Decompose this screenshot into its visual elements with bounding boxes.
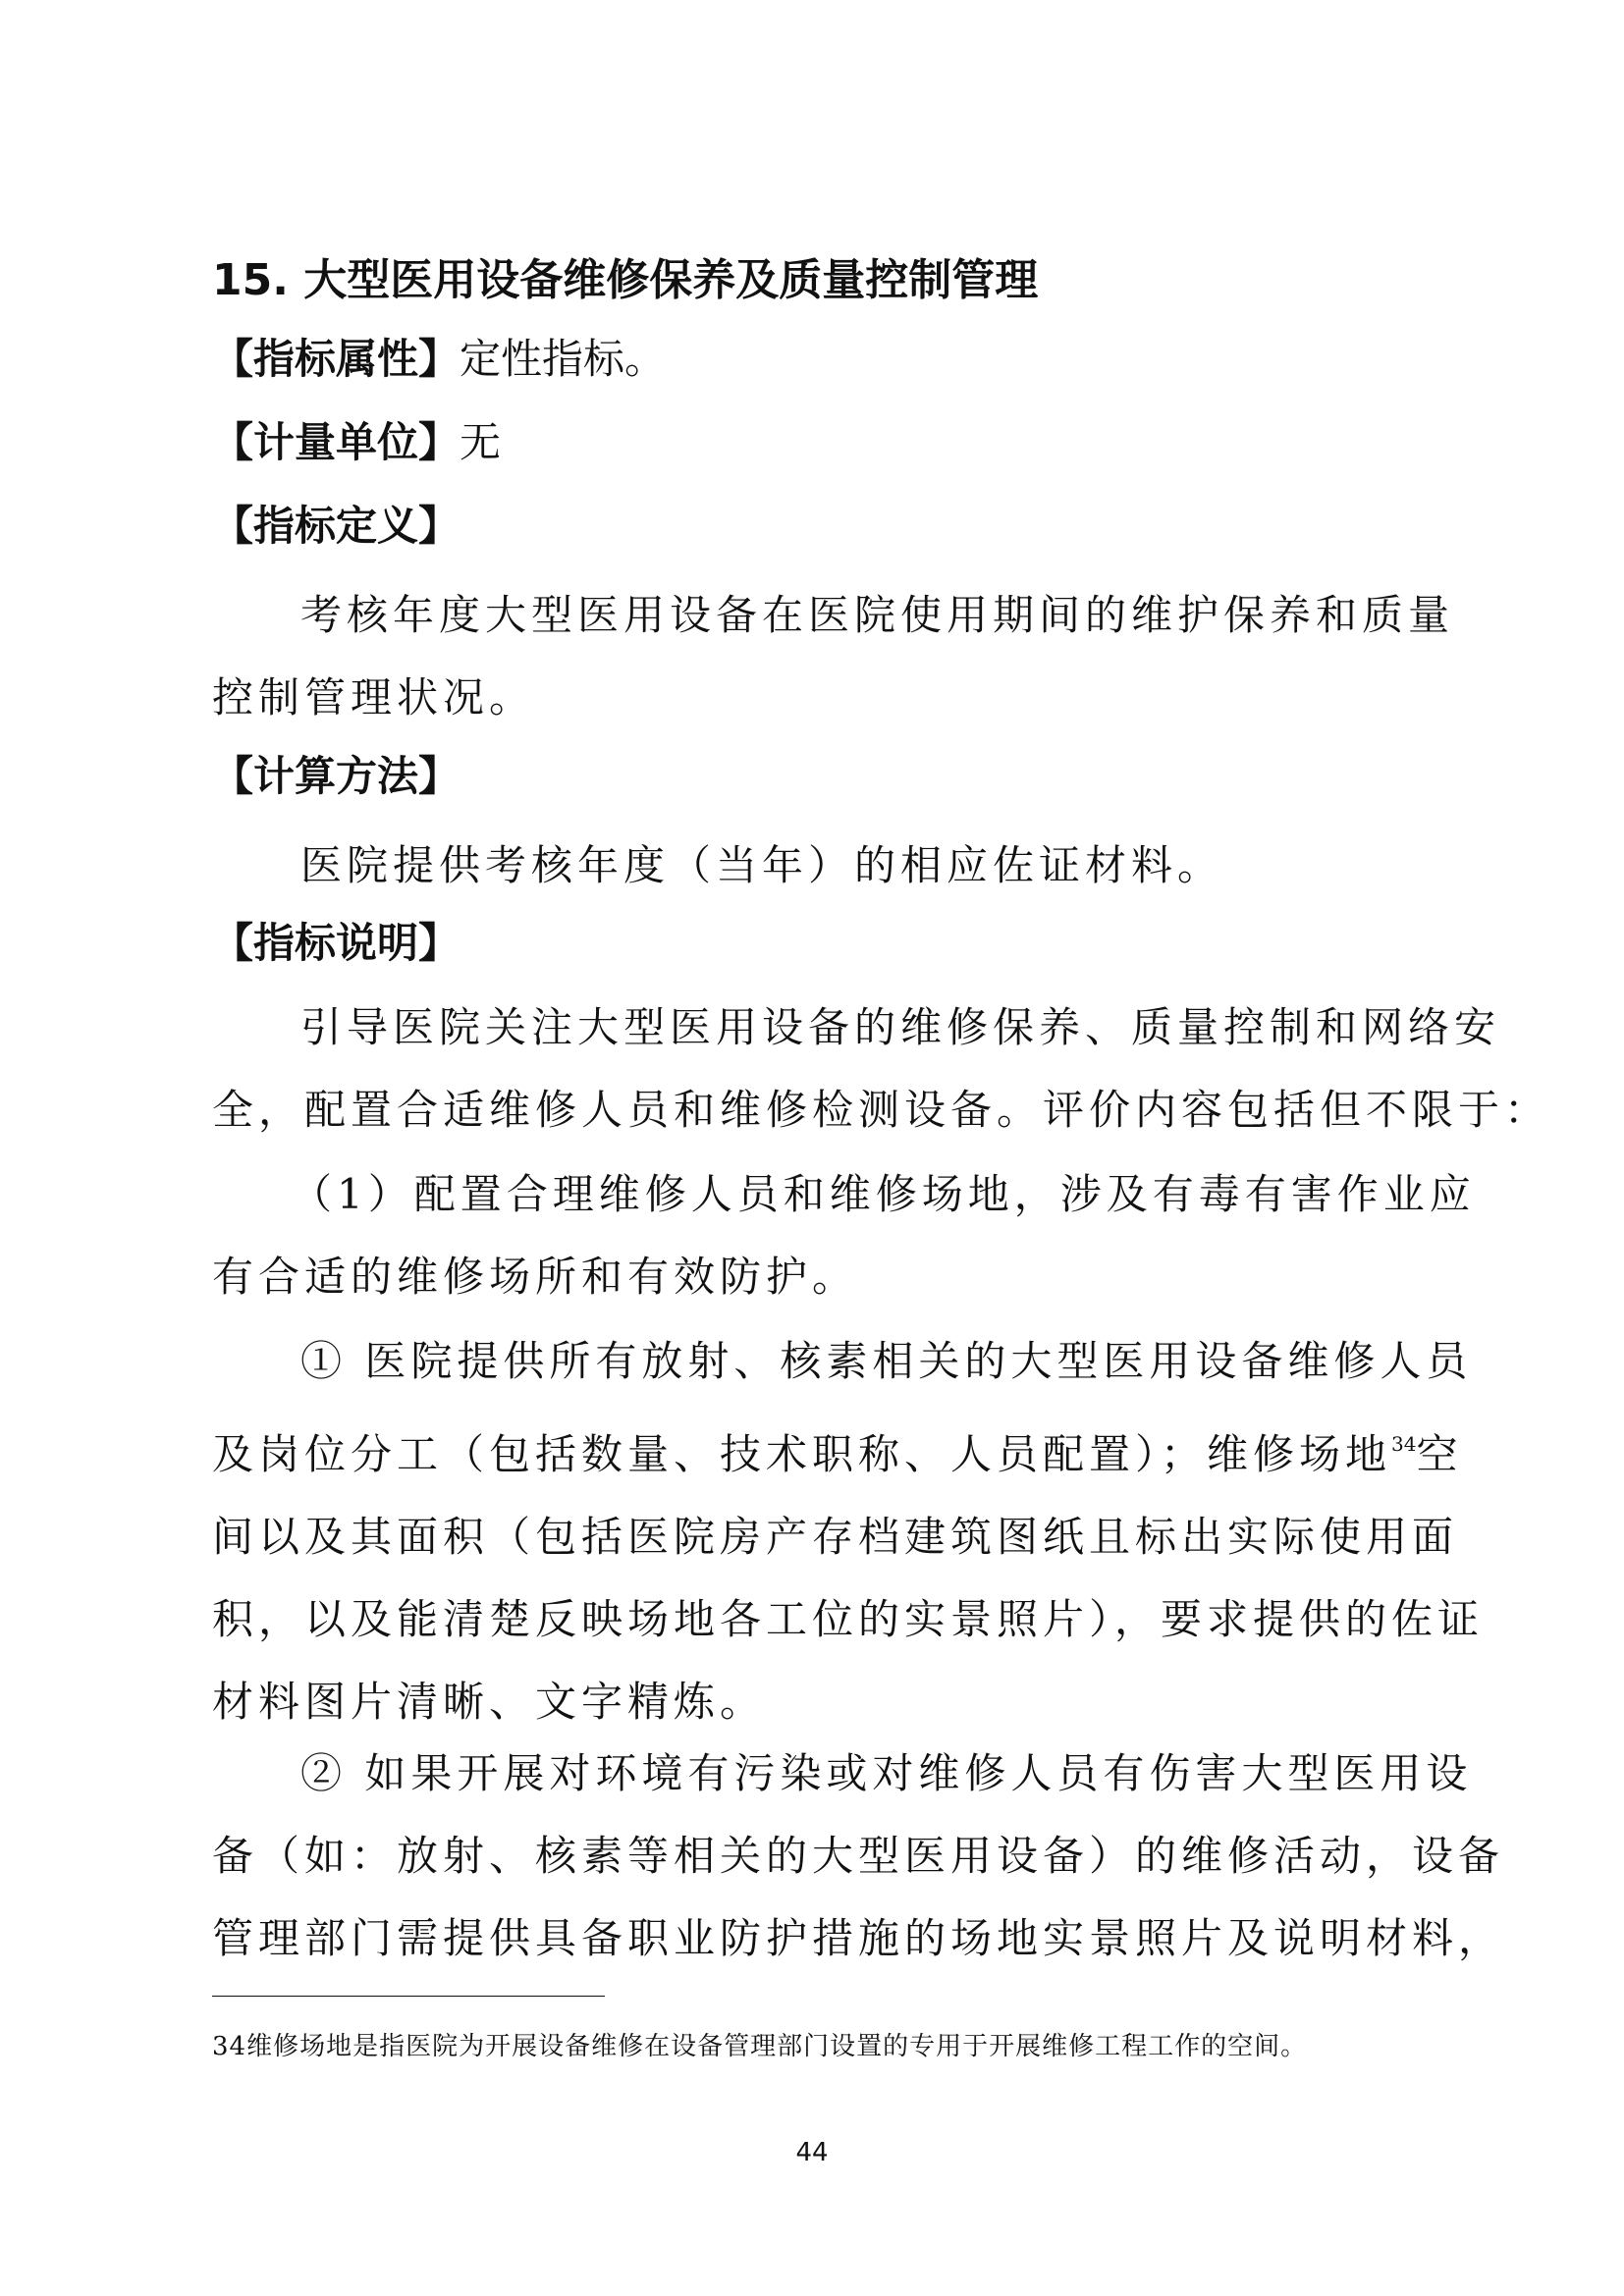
point-2-line-3: 管理部门需提供具备职业防护措施的场地实景照片及说明材料， bbox=[212, 1914, 1505, 1962]
calculation-paragraph bbox=[212, 825, 1420, 907]
point-2-paragraph bbox=[212, 1733, 1505, 1980]
footnote-reference: 34 bbox=[1391, 1432, 1417, 1456]
point-1-paragraph bbox=[212, 1320, 1485, 1743]
description-line-2: 全，配置合适维修人员和维修检测设备。评价内容包括但不限于： bbox=[212, 1086, 1551, 1134]
point-1-line-3: 间以及其面积（包括医院房产存档建筑图纸且标出实际使用面 bbox=[212, 1513, 1459, 1561]
point-1-line-5: 材料图片清晰、文字精炼。 bbox=[212, 1678, 767, 1726]
footnote-divider bbox=[212, 1996, 605, 1997]
point-2-line-2: 备（如：放射、核素等相关的大型医用设备）的维修活动，设备 bbox=[212, 1832, 1505, 1880]
item-1-line-2: 有合适的维修场所和有效防护。 bbox=[212, 1253, 859, 1301]
measurement-unit-value: 无 bbox=[460, 418, 502, 466]
section-heading: 15. 大型医用设备维修保养及质量控制管理 bbox=[212, 255, 1039, 305]
calculation-method-label: 【计算方法】 bbox=[212, 752, 460, 800]
definition-paragraph bbox=[212, 574, 1455, 739]
indicator-description-label: 【指标说明】 bbox=[212, 919, 460, 967]
point-2-line-1: ② 如果开展对环境有污染或对维修人员有伤害大型医用设 bbox=[300, 1749, 1473, 1797]
indicator-attribute-value: 定性指标。 bbox=[460, 335, 667, 383]
footnote-text: 34维修场地是指医院为开展设备维修在设备管理部门设置的专用于开展维修工程工作的空间。 bbox=[212, 2032, 1308, 2061]
description-paragraph bbox=[212, 987, 1551, 1151]
indicator-attribute-label: 【指标属性】 bbox=[212, 335, 460, 383]
point-1-line-4: 积，以及能清楚反映场地各工位的实景照片），要求提供的佐证 bbox=[212, 1595, 1485, 1643]
page-number: 44 bbox=[795, 2138, 829, 2167]
point-1-line-2-tail: 空 bbox=[1416, 1430, 1463, 1478]
indicator-attribute-row bbox=[212, 329, 666, 390]
item-1-line-1: （1）配置合理维修人员和维修场地，涉及有毒有害作业应 bbox=[291, 1170, 1476, 1218]
point-1-line-1: ① 医院提供所有放射、核素相关的大型医用设备维修人员 bbox=[300, 1337, 1473, 1385]
item-1-paragraph bbox=[212, 1153, 1476, 1318]
point-1-line-2 bbox=[212, 1403, 1463, 1496]
definition-line-2: 控制管理状况。 bbox=[212, 673, 536, 721]
measurement-unit-row bbox=[212, 412, 501, 473]
point-1-line-2-text: 及岗位分工（包括数量、技术职称、人员配置）；维修场地 bbox=[212, 1430, 1392, 1478]
calculation-line: 医院提供考核年度（当年）的相应佐证材料。 bbox=[300, 841, 1224, 889]
indicator-description-row bbox=[212, 913, 460, 974]
indicator-definition-label: 【指标定义】 bbox=[212, 502, 460, 550]
calculation-method-row bbox=[212, 746, 460, 807]
measurement-unit-label: 【计量单位】 bbox=[212, 418, 460, 466]
definition-line-1: 考核年度大型医用设备在医院使用期间的维护保养和质量 bbox=[300, 591, 1455, 639]
description-line-1: 引导医院关注大型医用设备的维修保养、质量控制和网络安 bbox=[300, 1003, 1501, 1051]
indicator-definition-row bbox=[212, 496, 460, 557]
